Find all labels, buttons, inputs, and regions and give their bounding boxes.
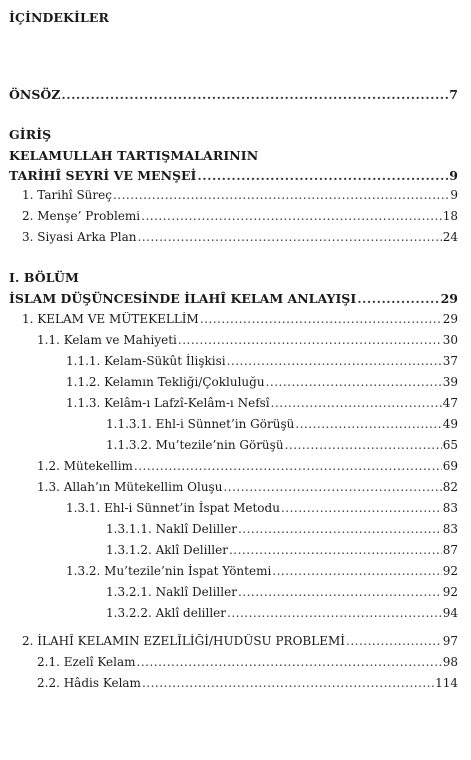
dot-leader bbox=[281, 501, 442, 515]
toc-entry-page: 47 bbox=[442, 396, 458, 410]
toc-entry-label: 1.3. Allah’ın Mütekellim Oluşu bbox=[37, 480, 223, 494]
toc-entry-label: 1.3.1.1. Naklî Deliller bbox=[106, 522, 237, 536]
toc-entry-label: 1. Tarihî Süreç bbox=[22, 188, 112, 202]
intro-title-line1: KELAMULLAH TARTIŞMALARININ bbox=[9, 148, 259, 163]
toc-entry-page: 69 bbox=[442, 459, 458, 473]
toc-entry-page: 114 bbox=[435, 676, 458, 690]
dot-leader bbox=[346, 634, 442, 648]
toc-entry-page: 9 bbox=[449, 168, 458, 183]
part1-heading: I. BÖLÜM bbox=[9, 270, 79, 285]
dot-leader bbox=[238, 522, 442, 536]
toc-entry-page: 29 bbox=[440, 291, 458, 306]
toc-entry-label: 1.3.2.2. Aklî deliller bbox=[106, 606, 227, 620]
toc-entry-page: 97 bbox=[442, 634, 458, 648]
toc-entry-label: 1.1.3. Kelâm-ı Lafzî-Kelâm-ı Nefsî bbox=[66, 396, 270, 410]
toc-entry-label: 2. Menşe’ Problemi bbox=[22, 209, 141, 223]
dot-leader bbox=[266, 375, 442, 389]
toc-entry-label: 1.2. Mütekellim bbox=[37, 459, 133, 473]
toc-entry-page: 87 bbox=[442, 543, 458, 557]
toc-entry-label: 1.1.1. Kelam-Sükût İlişkisi bbox=[66, 354, 226, 368]
toc-entry[interactable] bbox=[37, 676, 458, 690]
dot-leader bbox=[137, 655, 442, 669]
dot-leader bbox=[61, 87, 448, 102]
toc-entry-page: 9 bbox=[450, 188, 458, 202]
toc-entry[interactable] bbox=[106, 585, 458, 599]
toc-entry-label: 1.1.3.1. Ehl-i Sünnet’in Görüşü bbox=[106, 417, 295, 431]
toc-entry-page: 83 bbox=[442, 501, 458, 515]
dot-leader bbox=[271, 396, 442, 410]
dot-leader bbox=[238, 585, 442, 599]
toc-entry[interactable] bbox=[66, 564, 458, 578]
toc-entry-page: 29 bbox=[442, 312, 458, 326]
dot-leader bbox=[272, 564, 441, 578]
dot-leader bbox=[141, 209, 442, 223]
dot-leader bbox=[295, 417, 441, 431]
toc-entry-label: 1.3.2.1. Naklî Deliller bbox=[106, 585, 237, 599]
toc-entry-page: 83 bbox=[442, 522, 458, 536]
dot-leader bbox=[134, 459, 442, 473]
dot-leader bbox=[200, 312, 442, 326]
toc-entry-label: 3. Siyasi Arka Plan bbox=[22, 230, 137, 244]
toc-entry-label: 1.3.1.2. Aklî Deliller bbox=[106, 543, 228, 557]
toc-entry-intro-title[interactable] bbox=[9, 168, 458, 183]
page-title: İÇİNDEKİLER bbox=[9, 10, 109, 25]
toc-entry-label: 2.2. Hâdis Kelam bbox=[37, 676, 141, 690]
toc-entry-label: 2. İLAHÎ KELAMIN EZELÎLİĞİ/HUDÛSU PROBLEMİ bbox=[22, 634, 345, 648]
toc-entry[interactable] bbox=[22, 230, 458, 244]
toc-entry-page: 30 bbox=[442, 333, 458, 347]
dot-leader bbox=[197, 168, 448, 183]
toc-entry-label: İSLAM DÜŞÜNCESİNDE İLAHÎ KELAM ANLAYIŞI bbox=[9, 291, 357, 306]
toc-entry-label: 1.3.1. Ehl-i Sünnet’in İspat Metodu bbox=[66, 501, 280, 515]
dot-leader bbox=[229, 543, 442, 557]
toc-entry-page: 92 bbox=[442, 585, 458, 599]
toc-entry-page: 49 bbox=[442, 417, 458, 431]
dot-leader bbox=[138, 230, 442, 244]
toc-entry[interactable] bbox=[37, 655, 458, 669]
toc-entry[interactable] bbox=[106, 522, 458, 536]
toc-entry[interactable] bbox=[37, 480, 458, 494]
dot-leader bbox=[285, 438, 442, 452]
toc-entry-page: 24 bbox=[442, 230, 458, 244]
toc-entry[interactable] bbox=[106, 543, 458, 557]
toc-entry-label: ÖNSÖZ bbox=[9, 87, 61, 102]
toc-entry[interactable] bbox=[22, 188, 458, 202]
toc-entry-preface[interactable] bbox=[9, 87, 458, 102]
toc-entry-label: 1.3.2. Mu’tezile’nin İspat Yöntemi bbox=[66, 564, 272, 578]
toc-entry-label: 1. KELAM VE MÜTEKELLİM bbox=[22, 312, 199, 326]
toc-entry[interactable] bbox=[106, 417, 458, 431]
toc-entry-part1-title[interactable] bbox=[9, 291, 458, 306]
toc-entry-page: 65 bbox=[442, 438, 458, 452]
toc-entry-page: 7 bbox=[449, 87, 458, 102]
toc-entry[interactable] bbox=[66, 501, 458, 515]
toc-entry-page: 18 bbox=[442, 209, 458, 223]
toc-entry-page: 98 bbox=[442, 655, 458, 669]
toc-entry[interactable] bbox=[22, 209, 458, 223]
dot-leader bbox=[227, 606, 442, 620]
toc-entry[interactable] bbox=[66, 354, 458, 368]
toc-entry-label: 1.1.3.2. Mu’tezile’nin Görüşü bbox=[106, 438, 284, 452]
toc-entry-page: 37 bbox=[442, 354, 458, 368]
toc-entry[interactable] bbox=[66, 375, 458, 389]
toc-entry[interactable] bbox=[66, 396, 458, 410]
toc-entry-label: 1.1. Kelam ve Mahiyeti bbox=[37, 333, 177, 347]
toc-entry-page: 39 bbox=[442, 375, 458, 389]
toc-entry-page: 92 bbox=[442, 564, 458, 578]
toc-entry[interactable] bbox=[37, 459, 458, 473]
toc-entry-page: 82 bbox=[442, 480, 458, 494]
dot-leader bbox=[113, 188, 449, 202]
toc-entry-label: 2.1. Ezelî Kelam bbox=[37, 655, 136, 669]
dot-leader bbox=[357, 291, 439, 306]
dot-leader bbox=[227, 354, 442, 368]
toc-entry[interactable] bbox=[22, 312, 458, 326]
toc-entry[interactable] bbox=[22, 634, 458, 648]
toc-entry-page: 94 bbox=[442, 606, 458, 620]
dot-leader bbox=[223, 480, 441, 494]
toc-entry[interactable] bbox=[106, 438, 458, 452]
toc-entry[interactable] bbox=[106, 606, 458, 620]
dot-leader bbox=[178, 333, 442, 347]
toc-entry[interactable] bbox=[37, 333, 458, 347]
intro-heading: GİRİŞ bbox=[9, 127, 52, 142]
toc-entry-label: 1.1.2. Kelamın Tekliği/Çokluluğu bbox=[66, 375, 265, 389]
dot-leader bbox=[142, 676, 434, 690]
toc-entry-label: TARİHÎ SEYRİ VE MENŞEİ bbox=[9, 168, 197, 183]
